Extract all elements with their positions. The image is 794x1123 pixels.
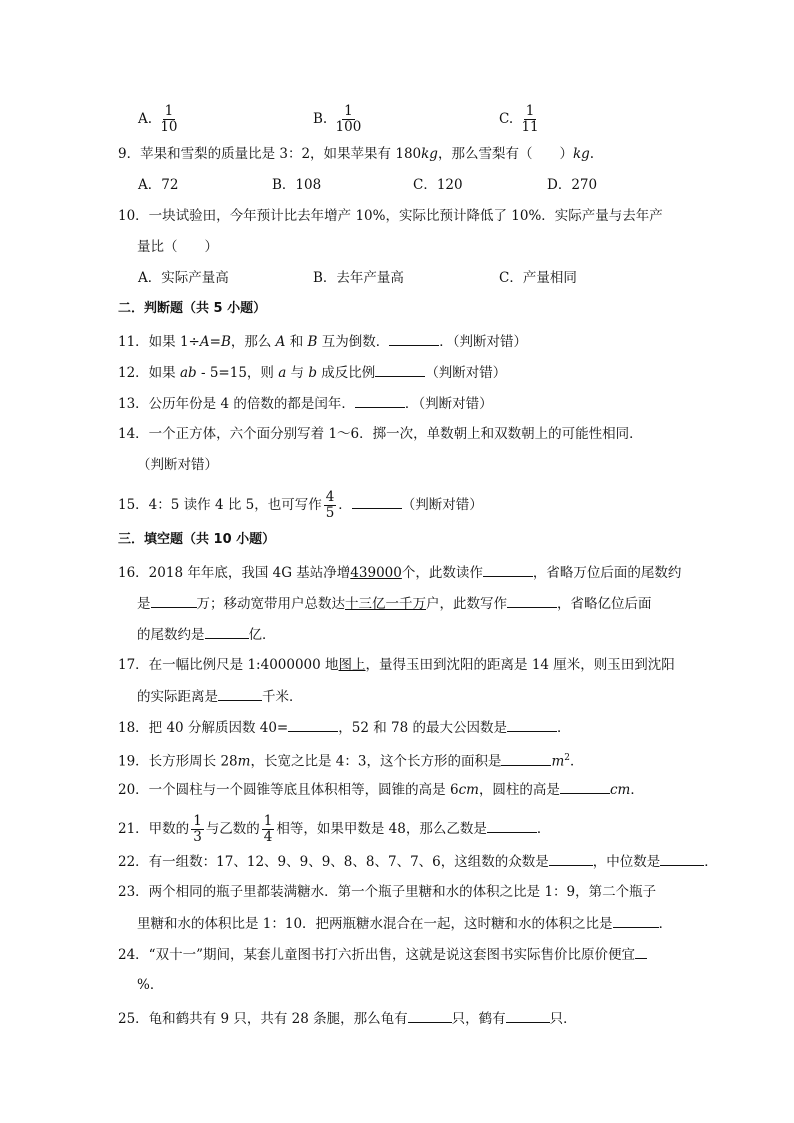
question-16-cont2 [137,624,276,645]
q20-text: ，圆柱的高是 [478,782,560,798]
q13-text: 13．公历年份是 4 的倍数的都是闰年． [118,396,355,412]
question-15 [118,490,483,521]
var-b: b [308,365,318,381]
q9-text: . [589,146,595,162]
q21-text: ． [536,821,551,837]
question-13 [118,393,493,414]
q20-unit: cm [609,782,631,798]
fraction [262,814,275,845]
option-label: A. [138,111,153,127]
answer-blank[interactable] [613,913,659,928]
q24-text: 24．“双十一”期间，某套儿童图书打六折出售，这就是说这套图书实际售价比原价便宜 [118,947,635,963]
q8-option-c [499,104,543,135]
q16-text: 万；移动宽带用户总数达 [196,596,345,612]
question-11 [118,331,527,352]
q21-text: 相等，如果甲数是 48，那么乙数是 [276,821,487,837]
q10-option-c: C．产量相同 [499,270,577,286]
question-24 [118,944,647,965]
q11-text: ．（判断对错） [439,334,527,350]
question-16-cont [137,593,652,614]
q16-text: ，省略万位后面的尾数约 [532,565,682,581]
q20-text: 20．一个圆柱与一个圆锥等底且体积相等，圆锥的高是 6 [118,782,459,798]
answer-blank[interactable] [506,1008,550,1023]
section-2-title: 二．判断题（共 5 小题） [118,301,267,316]
question-22 [118,851,718,872]
q16-number: 十三亿一千万 [345,596,426,612]
fraction [519,104,540,135]
q20-unit: cm [458,782,479,798]
q11-text: ，那么 [230,334,276,350]
q16-text: 个，此数读作 [401,565,483,581]
option-label: B. [313,111,328,127]
var-a: A [199,334,210,350]
q21-text: 21．甲数的 [118,821,190,837]
section-3-title: 三．填空题（共 10 小题） [118,532,276,547]
answer-blank[interactable] [483,562,533,577]
q22-text: ． [704,854,718,870]
q11-text: 互为倒数． [317,334,390,350]
numerator: 1 [164,103,174,119]
answer-blank[interactable] [501,751,551,766]
question-24-cont: %． [137,977,164,993]
question-23-cont [137,913,672,934]
question-9 [118,144,594,164]
q9-option-d: D．270 [547,177,598,193]
answer-blank[interactable] [660,851,704,866]
q11-text: = [209,334,221,350]
q11-text: 11．如果 1÷ [118,334,200,350]
answer-blank[interactable] [507,593,557,608]
q16-number: 439000 [350,565,402,581]
question-21 [118,814,550,845]
q17-text: 17．在一幅比例尺是 1:4000000 地 [118,657,339,673]
question-16 [118,562,681,583]
q15-text: 15．4：5 读作 4 比 5，也可写作 [118,497,322,513]
q9-option-a: A．72 [138,177,179,193]
q19-unit: m [551,753,565,770]
q12-text: 12．如果 [118,365,180,381]
q17-text: 图上 [338,657,366,673]
answer-blank[interactable] [389,331,439,346]
var-a: a [278,365,287,381]
q9-option-b: B．108 [272,177,322,193]
answer-blank[interactable] [355,393,405,408]
question-19 [118,748,584,772]
q15-text: （判断对错） [401,497,483,513]
denominator: 11 [521,119,539,135]
q8-option-b [313,104,365,135]
q22-text: ，中位数是 [592,854,661,870]
numerator: 1 [344,103,353,119]
q11-text: 和 [285,334,308,350]
answer-blank[interactable] [487,818,537,833]
var-a: A [275,334,286,350]
denominator: 3 [193,829,202,845]
answer-blank[interactable] [288,717,338,732]
fraction [158,104,179,135]
question-12 [118,362,506,383]
question-14-cont: （判断对错） [137,457,218,473]
var-b: B [220,334,231,350]
q16-text: 的尾数约是 [137,627,205,643]
q19-unit: m [237,753,251,770]
q22-text: 22．有一组数：17、12、9、9、9、8、8、7、7、6，这组数的众数是 [118,854,549,870]
denominator: 10 [160,119,178,135]
answer-blank[interactable] [151,593,197,608]
q17-text: 的实际距离是 [137,689,218,705]
answer-blank[interactable] [205,624,249,639]
denominator: 5 [325,505,335,521]
answer-blank[interactable] [549,851,593,866]
q16-text: 亿． [248,627,276,643]
q12-text: 与 [286,365,309,381]
var-ab: ab [179,365,197,381]
q10-option-b: B．去年产量高 [313,270,404,286]
q19-text: 19．长方形周长 28 [118,753,238,770]
question-17 [118,655,675,675]
answer-blank[interactable] [375,362,425,377]
q25-text: 只，鹤有 [451,1011,506,1027]
numerator: 1 [263,813,273,829]
question-14: 14．一个正方体，六个面分别写着 1～6．掷一次，单数朝上和双数朝上的可能性相同． [118,426,643,442]
denominator: 100 [335,119,362,135]
q12-text: （判断对错） [425,365,507,381]
q12-text: - 5=15，则 [196,365,279,381]
q18-text: ，52 和 78 的最大公因数是 [338,720,507,736]
answer-blank[interactable] [352,494,402,509]
question-17-cont [137,686,303,707]
q17-text: 千米． [262,689,303,705]
fraction [191,814,204,845]
q9-text: 9．苹果和雪梨的质量比是 3：2，如果苹果有 180 [118,146,422,162]
q18-text: ． [556,720,571,736]
answer-blank[interactable] [560,779,610,794]
q16-text: 16．2018 年年底，我国 4G 基站净增 [118,565,351,581]
q15-text: ． [338,497,352,513]
q25-text: 25．龟和鹤共有 9 只，共有 28 条腿，那么龟有 [118,1011,408,1027]
q16-text: 户，此数写作 [426,596,507,612]
answer-blank[interactable] [507,717,557,732]
question-25 [118,1008,577,1029]
q23-text: 里糖和水的体积比是 1：10．把两瓶糖水混合在一起，这时糖和水的体积之比是 [137,916,613,932]
var-b: B [307,334,318,350]
fraction [324,490,337,521]
numerator: 1 [525,103,535,119]
q16-text: 是 [137,596,151,612]
q20-text: ． [630,782,644,798]
q8-option-a [138,104,182,135]
q16-text: ，省略亿位后面 [557,596,652,612]
question-20 [118,779,644,800]
q9-unit: kg [421,146,438,162]
q13-text: ．（判断对错） [404,396,493,412]
question-23: 23．两个相同的瓶子里都装满糖水．第一个瓶子里糖和水的体积之比是 1：9，第二个瓶子 [118,884,657,900]
option-label: C. [499,111,514,127]
q19-text: ． [570,753,584,770]
q19-exponent: 2 [564,753,570,763]
answer-blank[interactable] [218,686,262,701]
q12-text: 成反比例 [317,365,376,381]
question-18 [118,717,570,738]
question-10: 10．一块试验田，今年预计比去年增产 10%，实际比预计降低了 10%．实际产量与去年产 [118,208,663,224]
q23-text: ． [658,916,673,932]
q17-text: ，量得玉田到沈阳的距离是 14 厘米，则玉田到沈阳 [365,657,675,673]
q9-unit: kg [572,146,590,162]
numerator: 1 [193,813,202,829]
q21-text: 与乙数的 [205,821,260,837]
q18-text: 18．把 40 分解质因数 40= [118,720,289,736]
q10-option-a: A．实际产量高 [138,270,229,286]
q19-text: ，长宽之比是 4：3，这个长方形的面积是 [250,753,502,770]
q25-text: 只． [549,1011,577,1027]
q9-text: ，那么雪梨有（ ） [437,146,573,162]
denominator: 4 [263,829,273,845]
question-10-cont: 量比（ ） [137,239,218,255]
answer-blank[interactable] [408,1008,452,1023]
answer-blank[interactable] [635,944,647,959]
fraction [334,104,364,135]
numerator: 4 [325,489,335,505]
q9-option-c: C．120 [413,177,463,193]
